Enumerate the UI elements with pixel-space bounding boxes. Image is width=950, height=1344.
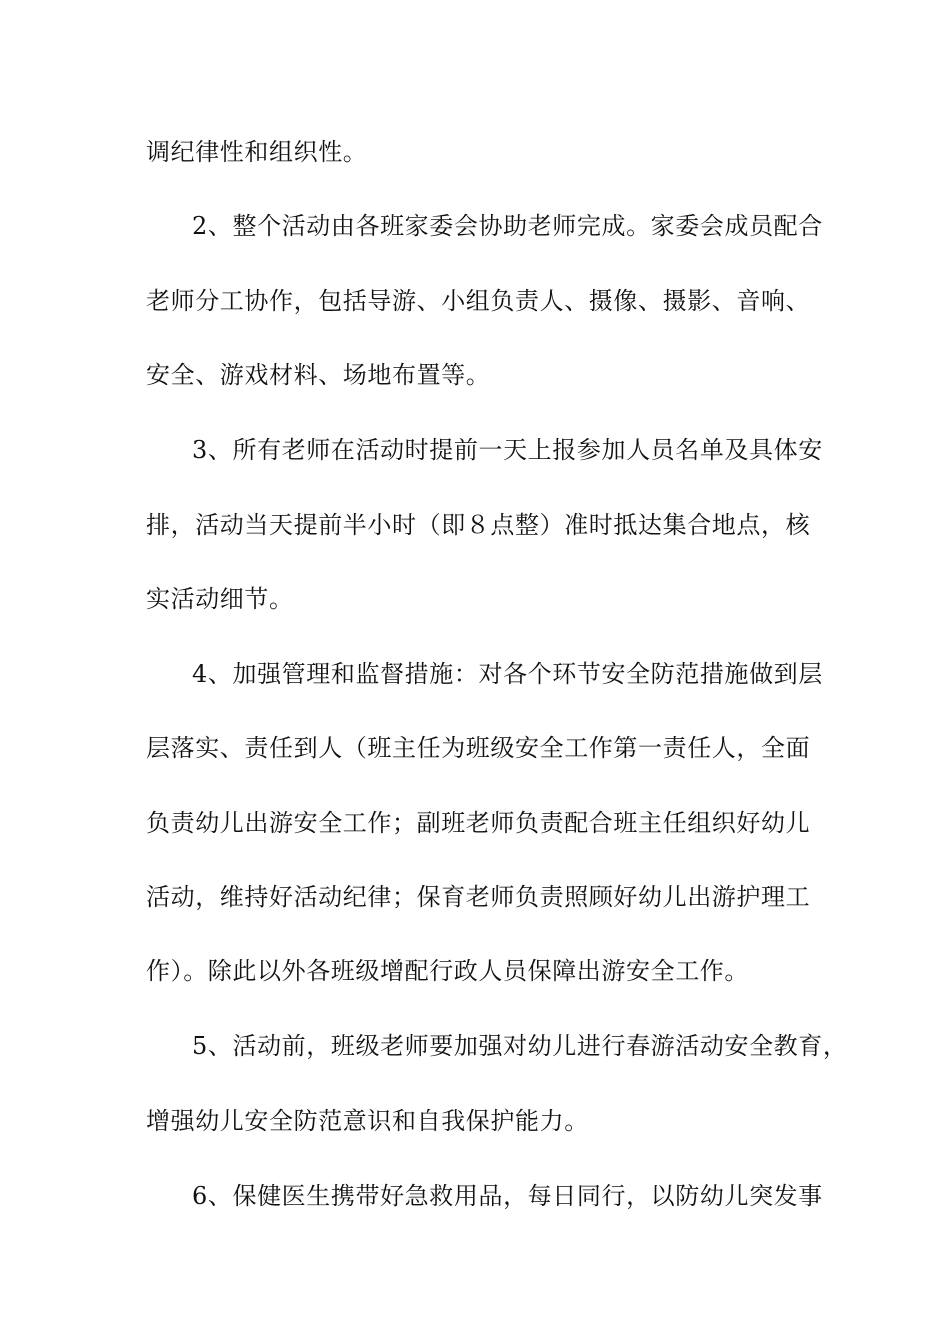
paragraph-line: 实活动细节。 bbox=[146, 585, 294, 613]
paragraph-line: 4、加强管理和监督措施：对各个环节安全防范措施做到层 bbox=[192, 660, 823, 688]
paragraph-line: 2、整个活动由各班家委会协助老师完成。家委会成员配合 bbox=[192, 212, 823, 240]
paragraph-line: 负责幼儿出游安全工作；副班老师负责配合班主任组织好幼儿 bbox=[146, 809, 811, 837]
paragraph-line: 增强幼儿安全防范意识和自我保护能力。 bbox=[146, 1107, 589, 1135]
paragraph-line: 层落实、责任到人（班主任为班级安全工作第一责任人，全面 bbox=[146, 734, 811, 762]
paragraph-line: 老师分工协作，包括导游、小组负责人、摄像、摄影、音响、 bbox=[146, 287, 811, 315]
paragraph-line: 作）。除此以外各班级增配行政人员保障出游安全工作。 bbox=[146, 957, 749, 985]
paragraph-line: 安全、游戏材料、场地布置等。 bbox=[146, 361, 491, 389]
paragraph-line: 3、所有老师在活动时提前一天上报参加人员名单及具体安 bbox=[192, 436, 823, 464]
paragraph-line: 6、保健医生携带好急救用品，每日同行，以防幼儿突发事 bbox=[192, 1182, 823, 1210]
paragraph-line: 活动，维持好活动纪律；保育老师负责照顾好幼儿出游护理工 bbox=[146, 883, 811, 911]
paragraph-line: 调纪律性和组织性。 bbox=[146, 138, 368, 166]
paragraph-line: 排，活动当天提前半小时（即８点整）准时抵达集合地点，核 bbox=[146, 511, 811, 539]
paragraph-line: 5、活动前，班级老师要加强对幼儿进行春游活动安全教育， bbox=[192, 1032, 848, 1060]
